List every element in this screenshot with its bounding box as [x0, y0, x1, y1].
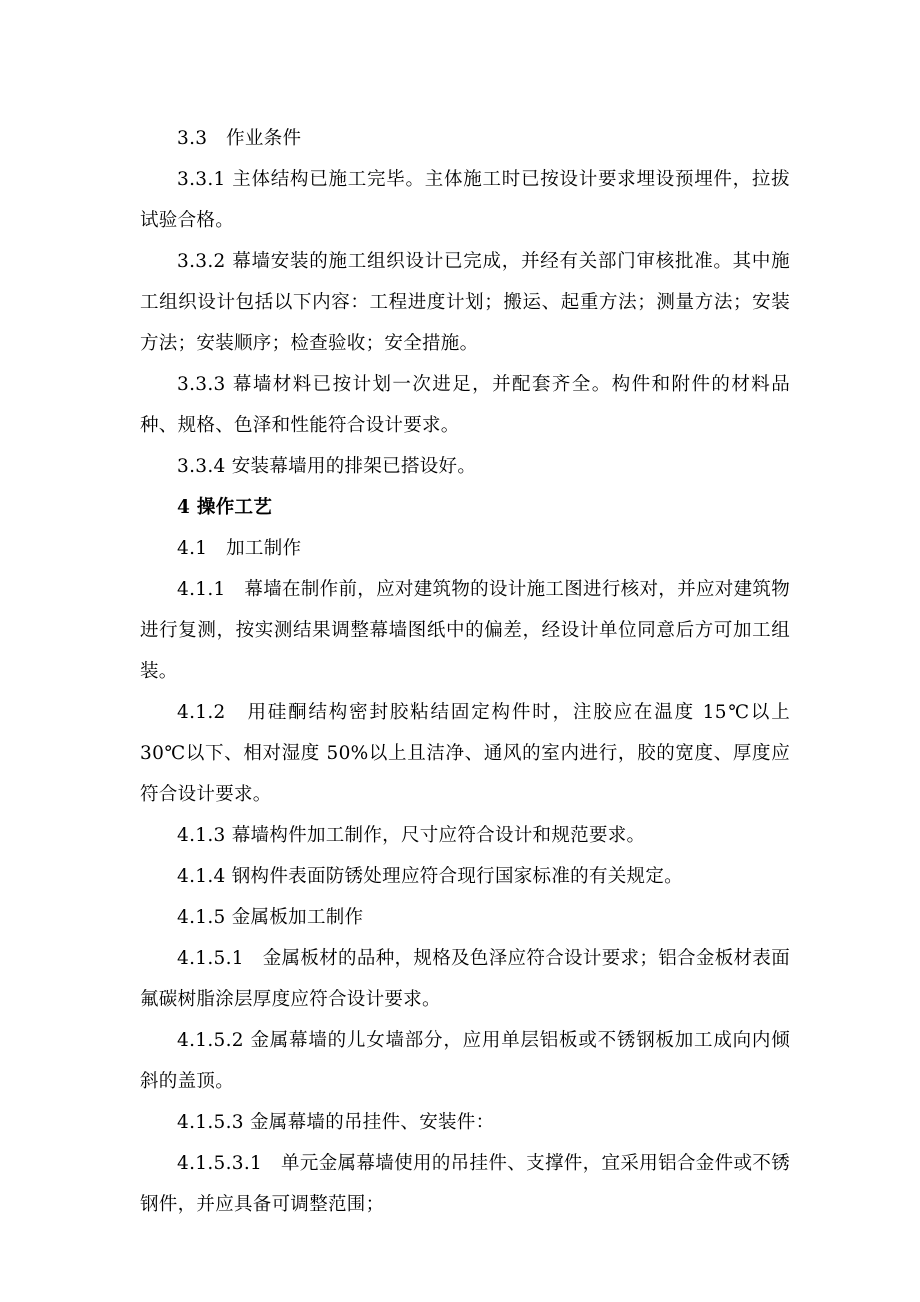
section-heading-4: 4 操作工艺	[177, 497, 273, 518]
paragraph-3-3-1: 3.3.1 主体结构已施工完毕。主体施工时已按设计要求埋设预埋件，拉拔试验合格。	[140, 169, 790, 231]
paragraph-4-1-2: 4.1.2 用硅酮结构密封胶粘结固定构件时，注胶应在温度 15℃以上 30℃以下、相对湿度 50%以上且洁净、通风的室内进行，胶的宽度、厚度应符合设计要求。	[140, 702, 790, 805]
heading-4-1-5: 4.1.5 金属板加工制作	[177, 907, 364, 928]
paragraph-3-3-2: 3.3.2 幕墙安装的施工组织设计已完成，并经有关部门审核批准。其中施工组织设计包括以下内容：工程进度计划；搬运、起重方法；测量方法；安装方法；安装顺序；检查验收；安全措施。	[140, 251, 790, 354]
paragraph-3-3-3: 3.3.3 幕墙材料已按计划一次进足，并配套齐全。构件和附件的材料品种、规格、色泽和性能符合设计要求。	[140, 374, 790, 436]
heading-3-3: 3.3 作业条件	[177, 128, 302, 149]
paragraph-4-1-5-3: 4.1.5.3 金属幕墙的吊挂件、安装件：	[177, 1112, 495, 1133]
paragraph-4-1-5-1: 4.1.5.1 金属板材的品种，规格及色泽应符合设计要求；铝合金板材表面氟碳树脂涂层厚度应符合设计要求。	[140, 948, 790, 1010]
paragraph-4-1-5-2: 4.1.5.2 金属幕墙的儿女墙部分，应用单层铝板或不锈钢板加工成向内倾斜的盖顶。	[140, 1030, 790, 1092]
paragraph-4-1-1: 4.1.1 幕墙在制作前，应对建筑物的设计施工图进行核对，并应对建筑物进行复测，按实测结果调整幕墙图纸中的偏差，经设计单位同意后方可加工组装。	[140, 579, 790, 682]
heading-4-1: 4.1 加工制作	[177, 538, 302, 559]
paragraph-3-3-4: 3.3.4 安装幕墙用的排架已搭设好。	[177, 456, 477, 477]
paragraph-4-1-3: 4.1.3 幕墙构件加工制作，尺寸应符合设计和规范要求。	[177, 825, 646, 846]
document-body	[140, 118, 790, 1225]
paragraph-4-1-4: 4.1.4 钢构件表面防锈处理应符合现行国家标准的有关规定。	[177, 866, 683, 887]
paragraph-4-1-5-3-1: 4.1.5.3.1 单元金属幕墙使用的吊挂件、支撑件，宜采用铝合金件或不锈钢件，并应具备可调整范围；	[140, 1153, 790, 1215]
